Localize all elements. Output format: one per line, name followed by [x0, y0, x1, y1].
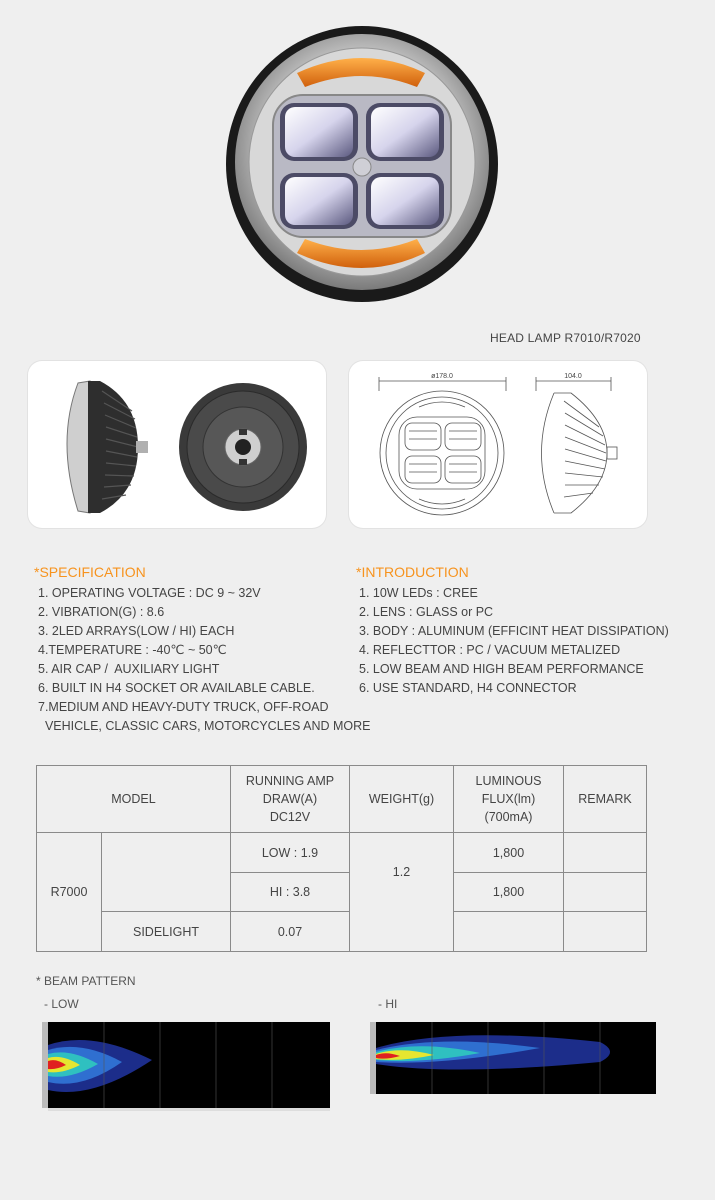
introduction-title: *INTRODUCTION	[356, 564, 469, 580]
spec-item: 4.TEMPERATURE : -40℃ ~ 50℃	[38, 643, 227, 657]
remark-cell	[564, 833, 647, 873]
type-cell	[102, 833, 231, 912]
hi-beam-pattern	[370, 1020, 672, 1096]
table-row	[37, 912, 647, 952]
type-cell: SIDELIGHT	[102, 912, 231, 952]
low-beam-pattern	[42, 1020, 344, 1112]
side-back-photos	[28, 361, 326, 528]
model-cell: R7000	[37, 833, 102, 952]
specification-list	[38, 584, 370, 736]
spec-table	[36, 765, 647, 952]
side-dimension: 104.0	[564, 373, 582, 380]
intro-item: 3. BODY : ALUMINUM (EFFICINT HEAT DISSIPATION)	[359, 624, 669, 638]
table-row	[37, 833, 647, 873]
intro-item: 1. 10W LEDs : CREE	[359, 586, 478, 600]
intro-item: 6. USE STANDARD, H4 CONNECTOR	[359, 681, 577, 695]
spec-item: 5. AIR CAP / AUXILIARY LIGHT	[38, 662, 220, 676]
technical-drawing-panel	[349, 361, 647, 528]
table-header-row	[37, 766, 647, 833]
weight-cell	[350, 833, 454, 952]
amp-cell: LOW : 1.9	[231, 833, 350, 873]
hi-beam-label: - HI	[378, 997, 398, 1011]
intro-item: 5. LOW BEAM AND HIGH BEAM PERFORMANCE	[359, 662, 644, 676]
flux-cell: 1,800	[454, 833, 564, 873]
remark-cell	[564, 873, 647, 912]
remark-cell	[564, 912, 647, 952]
product-caption: HEAD LAMP R7010/R7020	[490, 331, 641, 345]
beam-pattern-title: * BEAM PATTERN	[36, 974, 136, 988]
header-remark: REMARK	[564, 766, 647, 833]
technical-drawing	[349, 361, 647, 528]
header-flux: LUMINOUS FLUX(lm) (700mA)	[454, 766, 564, 833]
intro-item: 2. LENS : GLASS or PC	[359, 605, 494, 619]
spec-item: 2. VIBRATION(G) : 8.6	[38, 605, 165, 619]
front-dimension: ø178.0	[431, 373, 453, 380]
spec-item: 7.MEDIUM AND HEAVY-DUTY TRUCK, OFF-ROAD	[38, 700, 329, 714]
header-model: MODEL	[37, 766, 231, 833]
spec-item: 6. BUILT IN H4 SOCKET OR AVAILABLE CABLE.	[38, 681, 315, 695]
headlamp-front-photo	[225, 25, 500, 303]
spec-item: 1. OPERATING VOLTAGE : DC 9 ~ 32V	[38, 586, 261, 600]
specification-title: *SPECIFICATION	[34, 564, 146, 580]
weight-value: 1.2	[392, 865, 411, 879]
amp-cell: HI : 3.8	[231, 873, 350, 912]
header-weight: WEIGHT(g)	[350, 766, 454, 833]
product-photos-panel	[28, 361, 326, 528]
low-beam-label: - LOW	[44, 997, 79, 1011]
flux-cell: 1,800	[454, 873, 564, 912]
amp-cell: 0.07	[231, 912, 350, 952]
spec-item: 3. 2LED ARRAYS(LOW / HI) EACH	[38, 624, 235, 638]
spec-item: VEHICLE, CLASSIC CARS, MOTORCYCLES AND MORE	[38, 719, 371, 733]
intro-item: 4. REFLECTTOR : PC / VACUUM METALIZED	[359, 643, 621, 657]
flux-cell	[454, 912, 564, 952]
introduction-list	[359, 584, 669, 698]
header-amp: RUNNING AMP DRAW(A) DC12V	[231, 766, 350, 833]
